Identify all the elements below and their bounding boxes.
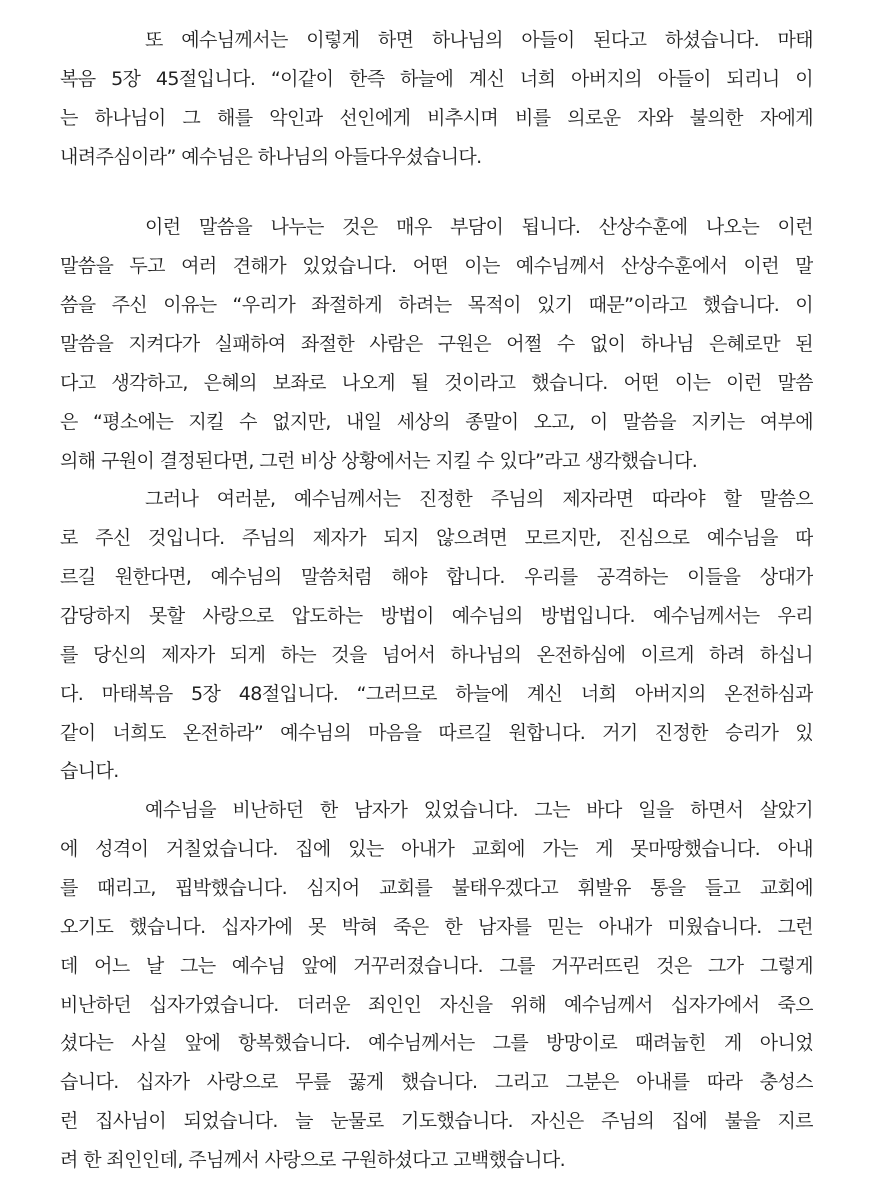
text-line: 같이 너희도 온전하라” 예수님의 마음을 따르길 원합니다. 거기 진정한 승리가 있 [60, 722, 813, 744]
text-line: 감당하지 못할 사랑으로 압도하는 방법이 예수님의 방법입니다. 예수님께서는 우리 [60, 605, 813, 627]
text-line: 그러나 여러분, 예수님께서는 진정한 주님의 제자라면 따라야 할 말씀으 [145, 488, 813, 510]
text-line: 의해 구원이 결정된다면, 그런 비상 상황에서는 지킬 수 있다”라고 생각했습니다. [60, 450, 698, 472]
text-line: 다. 마태복음 5장 48절입니다. “그러므로 하늘에 계신 너희 아버지의 온전하심과 [60, 683, 813, 705]
text-line: 은 “평소에는 지킬 수 없지만, 내일 세상의 종말이 오고, 이 말씀을 지키는 여부에 [60, 411, 813, 433]
text-line: 로 주신 것입니다. 주님의 제자가 되지 않으려면 모르지만, 진심으로 예수님을 따 [60, 527, 813, 549]
text-line: 오기도 했습니다. 십자가에 못 박혀 죽은 한 남자를 믿는 아내가 미웠습니다. 그런 [60, 916, 813, 938]
text-line: 는 하나님이 그 해를 악인과 선인에게 비추시며 비를 의로운 자와 불의한 자에게 [60, 107, 813, 129]
text-line: 습니다. [60, 760, 119, 782]
text-line: 에 성격이 거칠었습니다. 집에 있는 아내가 교회에 가는 게 못마땅했습니다. 아내 [60, 838, 813, 860]
text-line: 를 때리고, 핍박했습니다. 심지어 교회를 불태우겠다고 휘발유 통을 들고 교회에 [60, 877, 813, 899]
text-line: 런 집사님이 되었습니다. 늘 눈물로 기도했습니다. 자신은 주님의 집에 불을 지르 [60, 1110, 813, 1132]
text-line: 또 예수님께서는 이렇게 하면 하나님의 아들이 된다고 하셨습니다. 마태 [145, 29, 813, 51]
text-line: 내려주심이라” 예수님은 하나님의 아들다우셨습니다. [60, 146, 482, 168]
text-line: 말씀을 지켜다가 실패하여 좌절한 사람은 구원은 어쩔 수 없이 하나님 은혜로만 된 [60, 333, 813, 355]
text-line: 습니다. 십자가 사랑으로 무릎 꿇게 했습니다. 그리고 그분은 아내를 따라 충성스 [60, 1071, 813, 1093]
text-line: 를 당신의 제자가 되게 하는 것을 넘어서 하나님의 온전하심에 이르게 하려 하십니 [60, 644, 813, 666]
text-line: 씀을 주신 이유는 “우리가 좌절하게 하려는 목적이 있기 때문”이라고 했습니다. 이 [60, 294, 813, 316]
text-line: 려 한 죄인인데, 주님께서 사랑으로 구원하셨다고 고백했습니다. [60, 1149, 566, 1171]
text-line: 이런 말씀을 나누는 것은 매우 부담이 됩니다. 산상수훈에 나오는 이런 [145, 216, 813, 238]
text-line: 비난하던 십자가였습니다. 더러운 죄인인 자신을 위해 예수님께서 십자가에서 죽으 [60, 994, 813, 1016]
text-line: 복음 5장 45절입니다. “이같이 한즉 하늘에 계신 너희 아버지의 아들이 되리니 이 [60, 68, 813, 90]
text-line: 데 어느 날 그는 예수님 앞에 거꾸러졌습니다. 그를 거꾸러뜨린 것은 그가 그렇게 [60, 955, 813, 977]
text-line: 예수님을 비난하던 한 남자가 있었습니다. 그는 바다 일을 하면서 살았기 [145, 799, 813, 821]
text-line: 르길 원한다면, 예수님의 말씀처럼 해야 합니다. 우리를 공격하는 이들을 상대가 [60, 566, 813, 588]
text-line: 다고 생각하고, 은혜의 보좌로 나오게 될 것이라고 했습니다. 어떤 이는 이런 말씀 [60, 372, 813, 394]
text-line: 말씀을 두고 여러 견해가 있었습니다. 어떤 이는 예수님께서 산상수훈에서 이런 말 [60, 255, 813, 277]
text-line: 셨다는 사실 앞에 항복했습니다. 예수님께서는 그를 방망이로 때려눕힌 게 아니었 [60, 1032, 813, 1054]
